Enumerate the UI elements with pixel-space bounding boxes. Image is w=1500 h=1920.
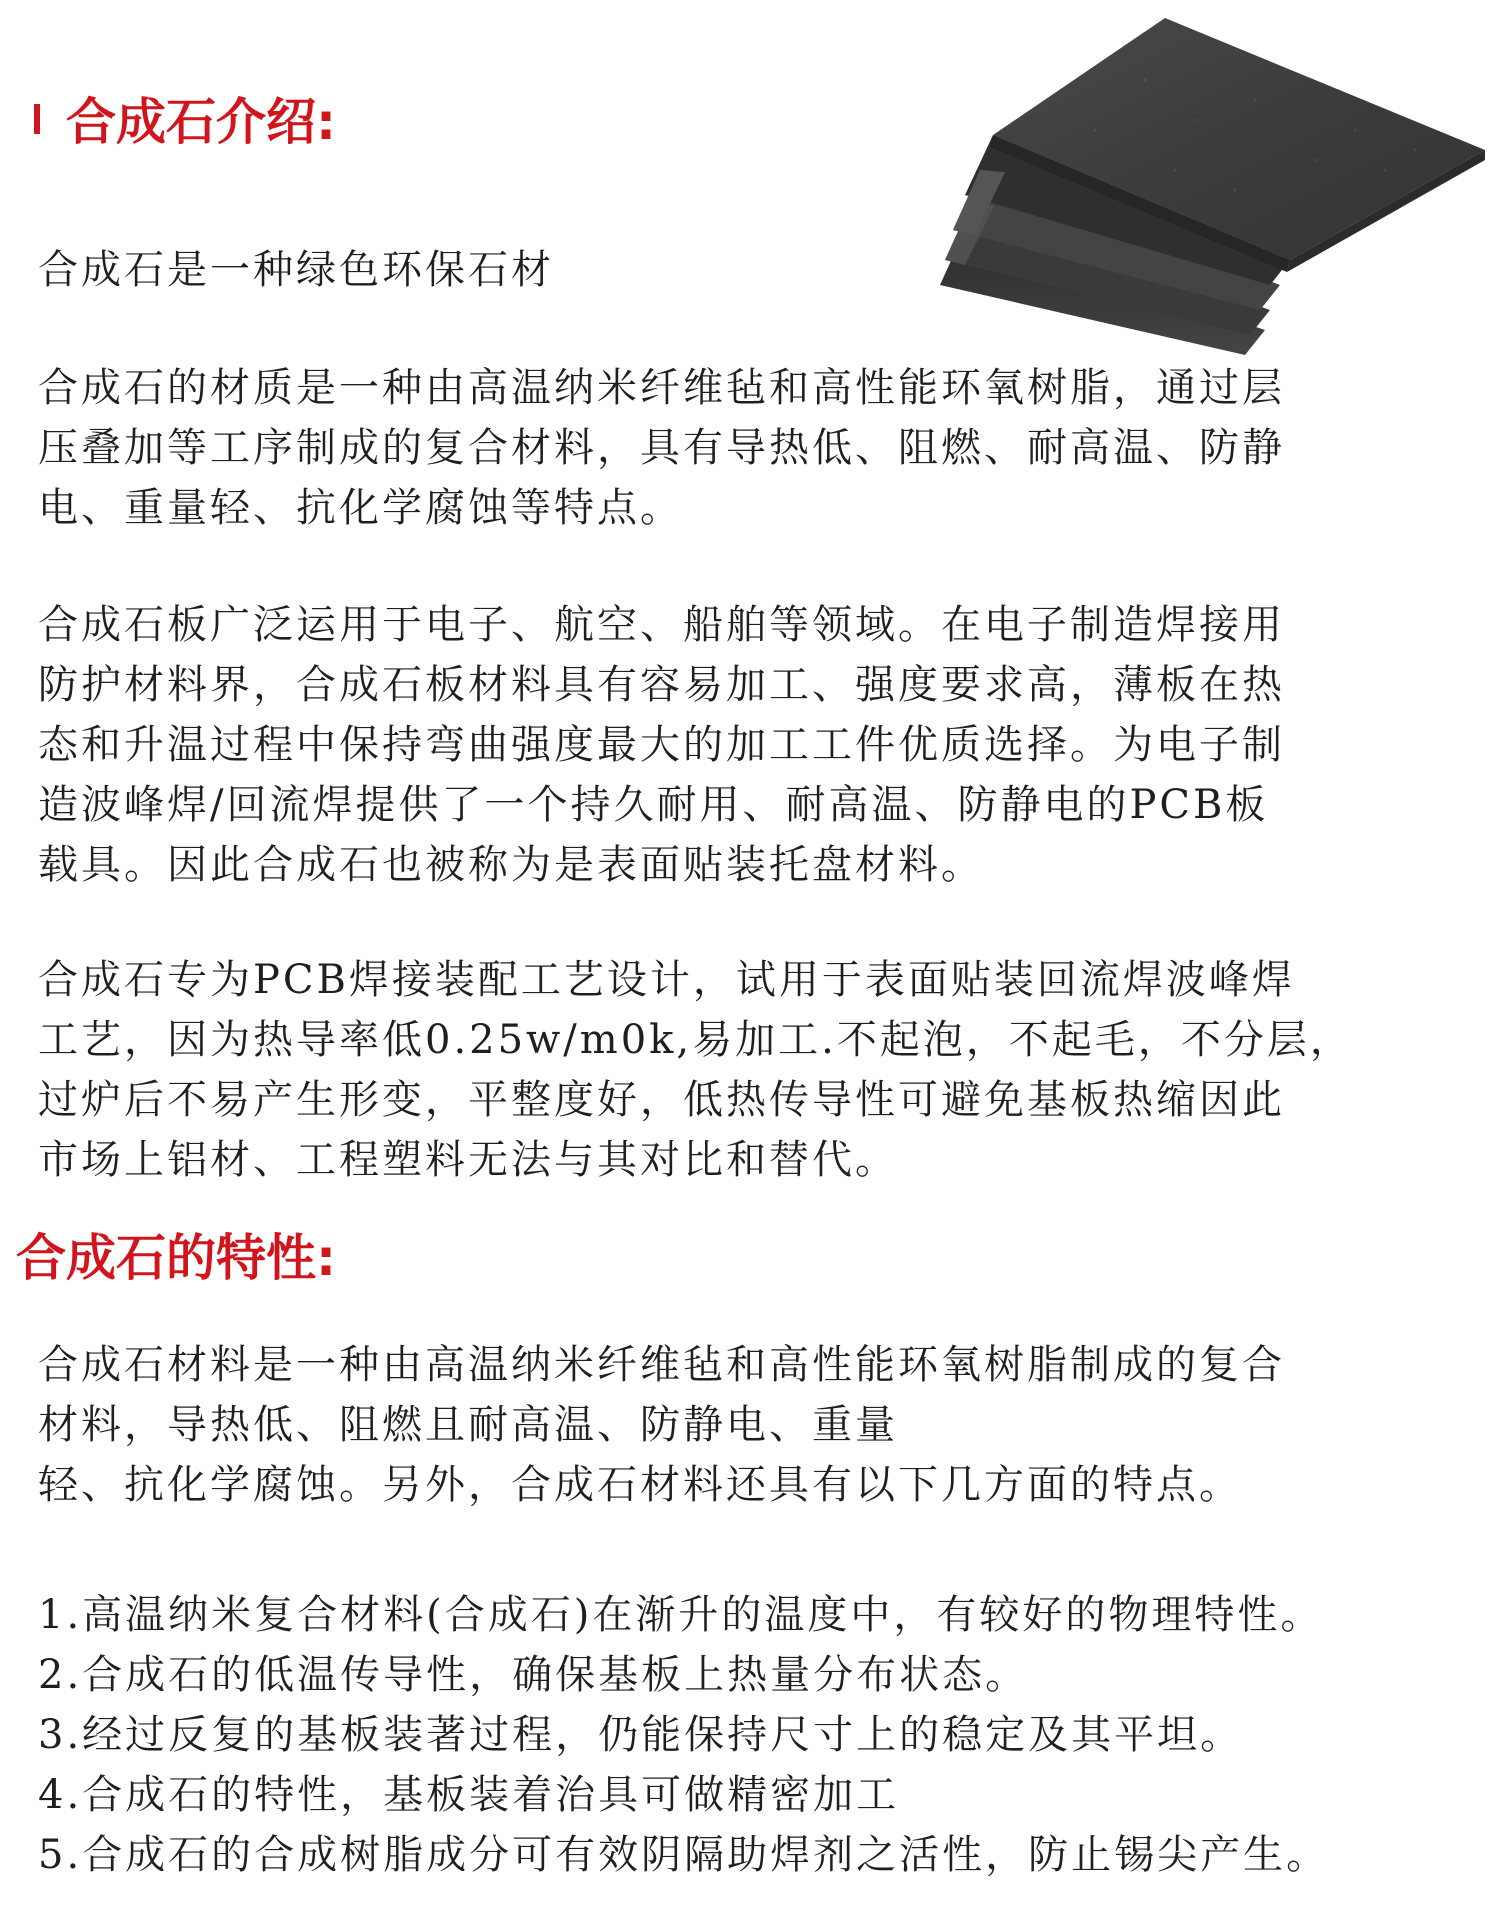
paragraph-line: 合成石的材质是一种由高温纳米纤维毡和高性能环氧树脂，通过层 (38, 365, 1285, 411)
paragraph-line: 轻、抗化学腐蚀。另外，合成石材料还具有以下几方面的特点。 (38, 1462, 1242, 1508)
paragraph-line: 态和升温过程中保持弯曲强度最大的加工工件优质选择。为电子制 (38, 722, 1285, 768)
paragraph-line: 过炉后不易产生形变，平整度好，低热传导性可避免基板热缩因此 (38, 1077, 1285, 1123)
features-heading: 合成石的特性: (16, 1229, 336, 1287)
paragraph-line: 防护材料界，合成石板材料具有容易加工、强度要求高，薄板在热 (38, 662, 1285, 708)
heading-accent-bar (34, 104, 40, 134)
intro-paragraph-3 (38, 950, 1458, 1190)
intro-tagline (38, 240, 1458, 300)
feature-item: 4.合成石的特性，基板装着治具可做精密加工 (38, 1772, 900, 1818)
paragraph-line: 电、重量轻、抗化学腐蚀等特点。 (38, 485, 683, 531)
paragraph-line: 市场上铝材、工程塑料无法与其对比和替代。 (38, 1137, 898, 1183)
intro-heading: 合成石介绍: (66, 93, 336, 151)
paragraph-line: 合成石材料是一种由高温纳米纤维毡和高性能环氧树脂制成的复合 (38, 1342, 1285, 1388)
paragraph-line: 合成石板广泛运用于电子、航空、船舶等领域。在电子制造焊接用 (38, 602, 1285, 648)
features-list (38, 1585, 1458, 1885)
paragraph-line: 材料，导热低、阻燃且耐高温、防静电、重量 (38, 1402, 898, 1448)
intro-paragraph-2 (38, 595, 1458, 895)
feature-item: 1.高温纳米复合材料(合成石)在渐升的温度中，有较好的物理特性。 (38, 1592, 1324, 1638)
feature-item: 5.合成石的合成树脂成分可有效阴隔助焊剂之活性，防止锡尖产生。 (38, 1832, 1330, 1878)
synthetic-stone-sheets-image (935, 10, 1490, 355)
paragraph-line: 压叠加等工序制成的复合材料，具有导热低、阻燃、耐高温、防静 (38, 425, 1285, 471)
feature-item: 2.合成石的低温传导性，确保基板上热量分布状态。 (38, 1652, 1029, 1698)
paragraph-line: 合成石专为PCB焊接装配工艺设计，试用于表面贴装回流焊波峰焊 (38, 957, 1295, 1003)
intro-paragraph-1 (38, 358, 1458, 538)
features-intro (38, 1335, 1458, 1515)
paragraph-line: 造波峰焊/回流焊提供了一个持久耐用、耐高温、防静电的PCB板 (38, 782, 1269, 828)
feature-item: 3.经过反复的基板装著过程，仍能保持尺寸上的稳定及其平坦。 (38, 1712, 1244, 1758)
tagline-text: 合成石是一种绿色环保石材 (38, 247, 554, 293)
paragraph-line: 工艺，因为热导率低0.25w/m0k,易加工.不起泡，不起毛，不分层， (38, 1017, 1353, 1063)
paragraph-line: 载具。因此合成石也被称为是表面贴装托盘材料。 (38, 842, 984, 888)
